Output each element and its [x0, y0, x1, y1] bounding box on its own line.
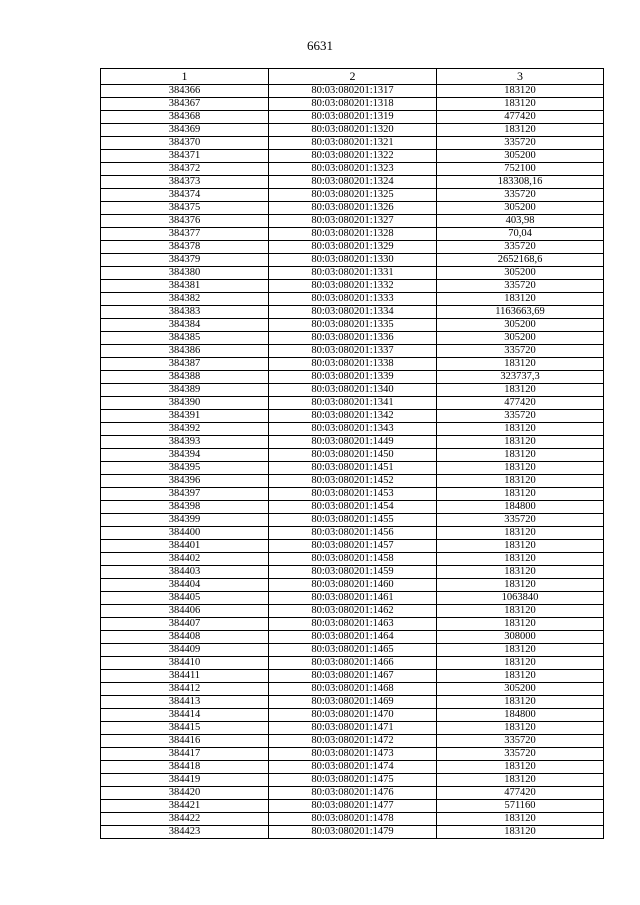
value-cell: 183120 — [437, 423, 604, 436]
table-row — [101, 501, 604, 514]
table-row — [101, 228, 604, 241]
value-cell: 183120 — [437, 358, 604, 371]
table-row — [101, 384, 604, 397]
cadastral-number-cell: 80:03:080201:1473 — [269, 748, 437, 761]
value-cell: 183120 — [437, 85, 604, 98]
row-number-cell: 384379 — [101, 254, 269, 267]
cadastral-number-cell: 80:03:080201:1470 — [269, 709, 437, 722]
table-row — [101, 215, 604, 228]
row-number-cell: 384370 — [101, 137, 269, 150]
value-cell: 183120 — [437, 826, 604, 839]
row-number-cell: 384378 — [101, 241, 269, 254]
table-row — [101, 514, 604, 527]
table-row — [101, 189, 604, 202]
data-table — [100, 68, 604, 839]
table-row — [101, 137, 604, 150]
cadastral-number-cell: 80:03:080201:1462 — [269, 605, 437, 618]
table-row — [101, 332, 604, 345]
column-header: 2 — [269, 69, 437, 85]
row-number-cell: 384422 — [101, 813, 269, 826]
cadastral-number-cell: 80:03:080201:1451 — [269, 462, 437, 475]
table-row — [101, 826, 604, 839]
row-number-cell: 384413 — [101, 696, 269, 709]
table-row — [101, 540, 604, 553]
cadastral-number-cell: 80:03:080201:1478 — [269, 813, 437, 826]
table-row — [101, 436, 604, 449]
value-cell: 305200 — [437, 332, 604, 345]
table-row — [101, 761, 604, 774]
page-number: 6631 — [307, 38, 333, 53]
cadastral-number-cell: 80:03:080201:1479 — [269, 826, 437, 839]
value-cell: 184800 — [437, 709, 604, 722]
row-number-cell: 384384 — [101, 319, 269, 332]
value-cell: 335720 — [437, 514, 604, 527]
table-row — [101, 696, 604, 709]
table-row — [101, 800, 604, 813]
table-row — [101, 488, 604, 501]
table-row — [101, 111, 604, 124]
row-number-cell: 384392 — [101, 423, 269, 436]
cadastral-number-cell: 80:03:080201:1318 — [269, 98, 437, 111]
row-number-cell: 384369 — [101, 124, 269, 137]
cadastral-number-cell: 80:03:080201:1475 — [269, 774, 437, 787]
row-number-cell: 384393 — [101, 436, 269, 449]
value-cell: 477420 — [437, 111, 604, 124]
row-number-cell: 384368 — [101, 111, 269, 124]
cadastral-number-cell: 80:03:080201:1337 — [269, 345, 437, 358]
value-cell: 305200 — [437, 202, 604, 215]
table-row — [101, 735, 604, 748]
row-number-cell: 384372 — [101, 163, 269, 176]
row-number-cell: 384419 — [101, 774, 269, 787]
column-header: 1 — [101, 69, 269, 85]
table-row — [101, 410, 604, 423]
table-row — [101, 553, 604, 566]
row-number-cell: 384391 — [101, 410, 269, 423]
row-number-cell: 384390 — [101, 397, 269, 410]
cadastral-number-cell: 80:03:080201:1453 — [269, 488, 437, 501]
row-number-cell: 384410 — [101, 657, 269, 670]
row-number-cell: 384417 — [101, 748, 269, 761]
cadastral-number-cell: 80:03:080201:1454 — [269, 501, 437, 514]
value-cell: 752100 — [437, 163, 604, 176]
value-cell: 335720 — [437, 410, 604, 423]
row-number-cell: 384375 — [101, 202, 269, 215]
row-number-cell: 384423 — [101, 826, 269, 839]
value-cell: 183120 — [437, 293, 604, 306]
table-row — [101, 371, 604, 384]
value-cell: 183120 — [437, 124, 604, 137]
row-number-cell: 384395 — [101, 462, 269, 475]
cadastral-number-cell: 80:03:080201:1342 — [269, 410, 437, 423]
row-number-cell: 384415 — [101, 722, 269, 735]
value-cell: 183120 — [437, 436, 604, 449]
table-row — [101, 566, 604, 579]
row-number-cell: 384412 — [101, 683, 269, 696]
cadastral-number-cell: 80:03:080201:1332 — [269, 280, 437, 293]
table-row — [101, 280, 604, 293]
value-cell: 305200 — [437, 150, 604, 163]
table-row — [101, 748, 604, 761]
table-row — [101, 98, 604, 111]
row-number-cell: 384386 — [101, 345, 269, 358]
value-cell: 183120 — [437, 774, 604, 787]
row-number-cell: 384399 — [101, 514, 269, 527]
cadastral-number-cell: 80:03:080201:1336 — [269, 332, 437, 345]
cadastral-number-cell: 80:03:080201:1324 — [269, 176, 437, 189]
value-cell: 183120 — [437, 488, 604, 501]
cadastral-number-cell: 80:03:080201:1463 — [269, 618, 437, 631]
row-number-cell: 384406 — [101, 605, 269, 618]
row-number-cell: 384382 — [101, 293, 269, 306]
cadastral-number-cell: 80:03:080201:1460 — [269, 579, 437, 592]
cadastral-number-cell: 80:03:080201:1339 — [269, 371, 437, 384]
table-row — [101, 254, 604, 267]
value-cell: 305200 — [437, 319, 604, 332]
cadastral-number-cell: 80:03:080201:1471 — [269, 722, 437, 735]
table-row — [101, 592, 604, 605]
table-row — [101, 579, 604, 592]
row-number-cell: 384420 — [101, 787, 269, 800]
row-number-cell: 384408 — [101, 631, 269, 644]
value-cell: 183120 — [437, 644, 604, 657]
value-cell: 183120 — [437, 722, 604, 735]
cadastral-number-cell: 80:03:080201:1449 — [269, 436, 437, 449]
value-cell: 335720 — [437, 189, 604, 202]
table-row — [101, 319, 604, 332]
cadastral-number-cell: 80:03:080201:1326 — [269, 202, 437, 215]
value-cell: 1063840 — [437, 592, 604, 605]
value-cell: 323737,3 — [437, 371, 604, 384]
row-number-cell: 384377 — [101, 228, 269, 241]
value-cell: 183120 — [437, 579, 604, 592]
table-row — [101, 722, 604, 735]
table-row — [101, 774, 604, 787]
cadastral-number-cell: 80:03:080201:1465 — [269, 644, 437, 657]
value-cell: 183120 — [437, 527, 604, 540]
cadastral-number-cell: 80:03:080201:1322 — [269, 150, 437, 163]
row-number-cell: 384407 — [101, 618, 269, 631]
table-header-row — [101, 69, 604, 85]
table-row — [101, 306, 604, 319]
table-row — [101, 449, 604, 462]
cadastral-number-cell: 80:03:080201:1328 — [269, 228, 437, 241]
table-row — [101, 683, 604, 696]
row-number-cell: 384388 — [101, 371, 269, 384]
row-number-cell: 384376 — [101, 215, 269, 228]
cadastral-number-cell: 80:03:080201:1343 — [269, 423, 437, 436]
row-number-cell: 384421 — [101, 800, 269, 813]
value-cell: 335720 — [437, 345, 604, 358]
cadastral-number-cell: 80:03:080201:1472 — [269, 735, 437, 748]
row-number-cell: 384403 — [101, 566, 269, 579]
table-row — [101, 176, 604, 189]
cadastral-number-cell: 80:03:080201:1331 — [269, 267, 437, 280]
row-number-cell: 384371 — [101, 150, 269, 163]
value-cell: 335720 — [437, 748, 604, 761]
table-row — [101, 358, 604, 371]
row-number-cell: 384381 — [101, 280, 269, 293]
table-row — [101, 163, 604, 176]
value-cell: 183120 — [437, 384, 604, 397]
cadastral-number-cell: 80:03:080201:1468 — [269, 683, 437, 696]
row-number-cell: 384387 — [101, 358, 269, 371]
cadastral-number-cell: 80:03:080201:1467 — [269, 670, 437, 683]
table-row — [101, 813, 604, 826]
value-cell: 335720 — [437, 280, 604, 293]
table-row — [101, 202, 604, 215]
cadastral-number-cell: 80:03:080201:1340 — [269, 384, 437, 397]
value-cell: 1163663,69 — [437, 306, 604, 319]
row-number-cell: 384398 — [101, 501, 269, 514]
table-row — [101, 618, 604, 631]
value-cell: 183120 — [437, 761, 604, 774]
value-cell: 183308,16 — [437, 176, 604, 189]
cadastral-number-cell: 80:03:080201:1450 — [269, 449, 437, 462]
cadastral-number-cell: 80:03:080201:1338 — [269, 358, 437, 371]
table-row — [101, 631, 604, 644]
table-row — [101, 644, 604, 657]
value-cell: 403,98 — [437, 215, 604, 228]
row-number-cell: 384401 — [101, 540, 269, 553]
row-number-cell: 384380 — [101, 267, 269, 280]
row-number-cell: 384400 — [101, 527, 269, 540]
cadastral-number-cell: 80:03:080201:1457 — [269, 540, 437, 553]
cadastral-number-cell: 80:03:080201:1476 — [269, 787, 437, 800]
table-row — [101, 241, 604, 254]
cadastral-number-cell: 80:03:080201:1458 — [269, 553, 437, 566]
table-row — [101, 267, 604, 280]
cadastral-number-cell: 80:03:080201:1317 — [269, 85, 437, 98]
cadastral-number-cell: 80:03:080201:1335 — [269, 319, 437, 332]
table-body — [101, 85, 604, 839]
cadastral-number-cell: 80:03:080201:1333 — [269, 293, 437, 306]
cadastral-number-cell: 80:03:080201:1464 — [269, 631, 437, 644]
row-number-cell: 384385 — [101, 332, 269, 345]
table-row — [101, 345, 604, 358]
column-header: 3 — [437, 69, 604, 85]
table-row — [101, 709, 604, 722]
row-number-cell: 384396 — [101, 475, 269, 488]
value-cell: 183120 — [437, 696, 604, 709]
table-row — [101, 527, 604, 540]
table-row — [101, 124, 604, 137]
value-cell: 571160 — [437, 800, 604, 813]
table-row — [101, 462, 604, 475]
value-cell: 183120 — [437, 813, 604, 826]
row-number-cell: 384389 — [101, 384, 269, 397]
value-cell: 183120 — [437, 98, 604, 111]
value-cell: 335720 — [437, 735, 604, 748]
value-cell: 183120 — [437, 553, 604, 566]
cadastral-number-cell: 80:03:080201:1477 — [269, 800, 437, 813]
value-cell: 184800 — [437, 501, 604, 514]
value-cell: 183120 — [437, 657, 604, 670]
cadastral-number-cell: 80:03:080201:1334 — [269, 306, 437, 319]
row-number-cell: 384418 — [101, 761, 269, 774]
row-number-cell: 384397 — [101, 488, 269, 501]
cadastral-number-cell: 80:03:080201:1466 — [269, 657, 437, 670]
row-number-cell: 384414 — [101, 709, 269, 722]
table-row — [101, 475, 604, 488]
row-number-cell: 384409 — [101, 644, 269, 657]
value-cell: 183120 — [437, 618, 604, 631]
cadastral-number-cell: 80:03:080201:1455 — [269, 514, 437, 527]
table-row — [101, 85, 604, 98]
row-number-cell: 384366 — [101, 85, 269, 98]
cadastral-number-cell: 80:03:080201:1319 — [269, 111, 437, 124]
cadastral-number-cell: 80:03:080201:1469 — [269, 696, 437, 709]
cadastral-number-cell: 80:03:080201:1325 — [269, 189, 437, 202]
cadastral-number-cell: 80:03:080201:1329 — [269, 241, 437, 254]
value-cell: 183120 — [437, 475, 604, 488]
value-cell: 477420 — [437, 787, 604, 800]
cadastral-number-cell: 80:03:080201:1461 — [269, 592, 437, 605]
value-cell: 183120 — [437, 462, 604, 475]
value-cell: 183120 — [437, 540, 604, 553]
value-cell: 335720 — [437, 241, 604, 254]
row-number-cell: 384402 — [101, 553, 269, 566]
cadastral-number-cell: 80:03:080201:1321 — [269, 137, 437, 150]
table-row — [101, 293, 604, 306]
value-cell: 477420 — [437, 397, 604, 410]
table-row — [101, 150, 604, 163]
cadastral-number-cell: 80:03:080201:1456 — [269, 527, 437, 540]
value-cell: 183120 — [437, 670, 604, 683]
table-row — [101, 657, 604, 670]
row-number-cell: 384404 — [101, 579, 269, 592]
value-cell: 308000 — [437, 631, 604, 644]
cadastral-number-cell: 80:03:080201:1330 — [269, 254, 437, 267]
row-number-cell: 384383 — [101, 306, 269, 319]
row-number-cell: 384367 — [101, 98, 269, 111]
table-row — [101, 397, 604, 410]
cadastral-number-cell: 80:03:080201:1452 — [269, 475, 437, 488]
cadastral-number-cell: 80:03:080201:1474 — [269, 761, 437, 774]
table-row — [101, 605, 604, 618]
cadastral-number-cell: 80:03:080201:1341 — [269, 397, 437, 410]
table-row — [101, 787, 604, 800]
cadastral-number-cell: 80:03:080201:1459 — [269, 566, 437, 579]
cadastral-number-cell: 80:03:080201:1323 — [269, 163, 437, 176]
row-number-cell: 384411 — [101, 670, 269, 683]
cadastral-number-cell: 80:03:080201:1320 — [269, 124, 437, 137]
value-cell: 335720 — [437, 137, 604, 150]
value-cell: 183120 — [437, 605, 604, 618]
table-row — [101, 423, 604, 436]
value-cell: 70,04 — [437, 228, 604, 241]
row-number-cell: 384374 — [101, 189, 269, 202]
value-cell: 183120 — [437, 449, 604, 462]
value-cell: 2652168,6 — [437, 254, 604, 267]
value-cell: 305200 — [437, 267, 604, 280]
value-cell: 305200 — [437, 683, 604, 696]
row-number-cell: 384416 — [101, 735, 269, 748]
row-number-cell: 384373 — [101, 176, 269, 189]
cadastral-number-cell: 80:03:080201:1327 — [269, 215, 437, 228]
table-row — [101, 670, 604, 683]
row-number-cell: 384394 — [101, 449, 269, 462]
row-number-cell: 384405 — [101, 592, 269, 605]
value-cell: 183120 — [437, 566, 604, 579]
